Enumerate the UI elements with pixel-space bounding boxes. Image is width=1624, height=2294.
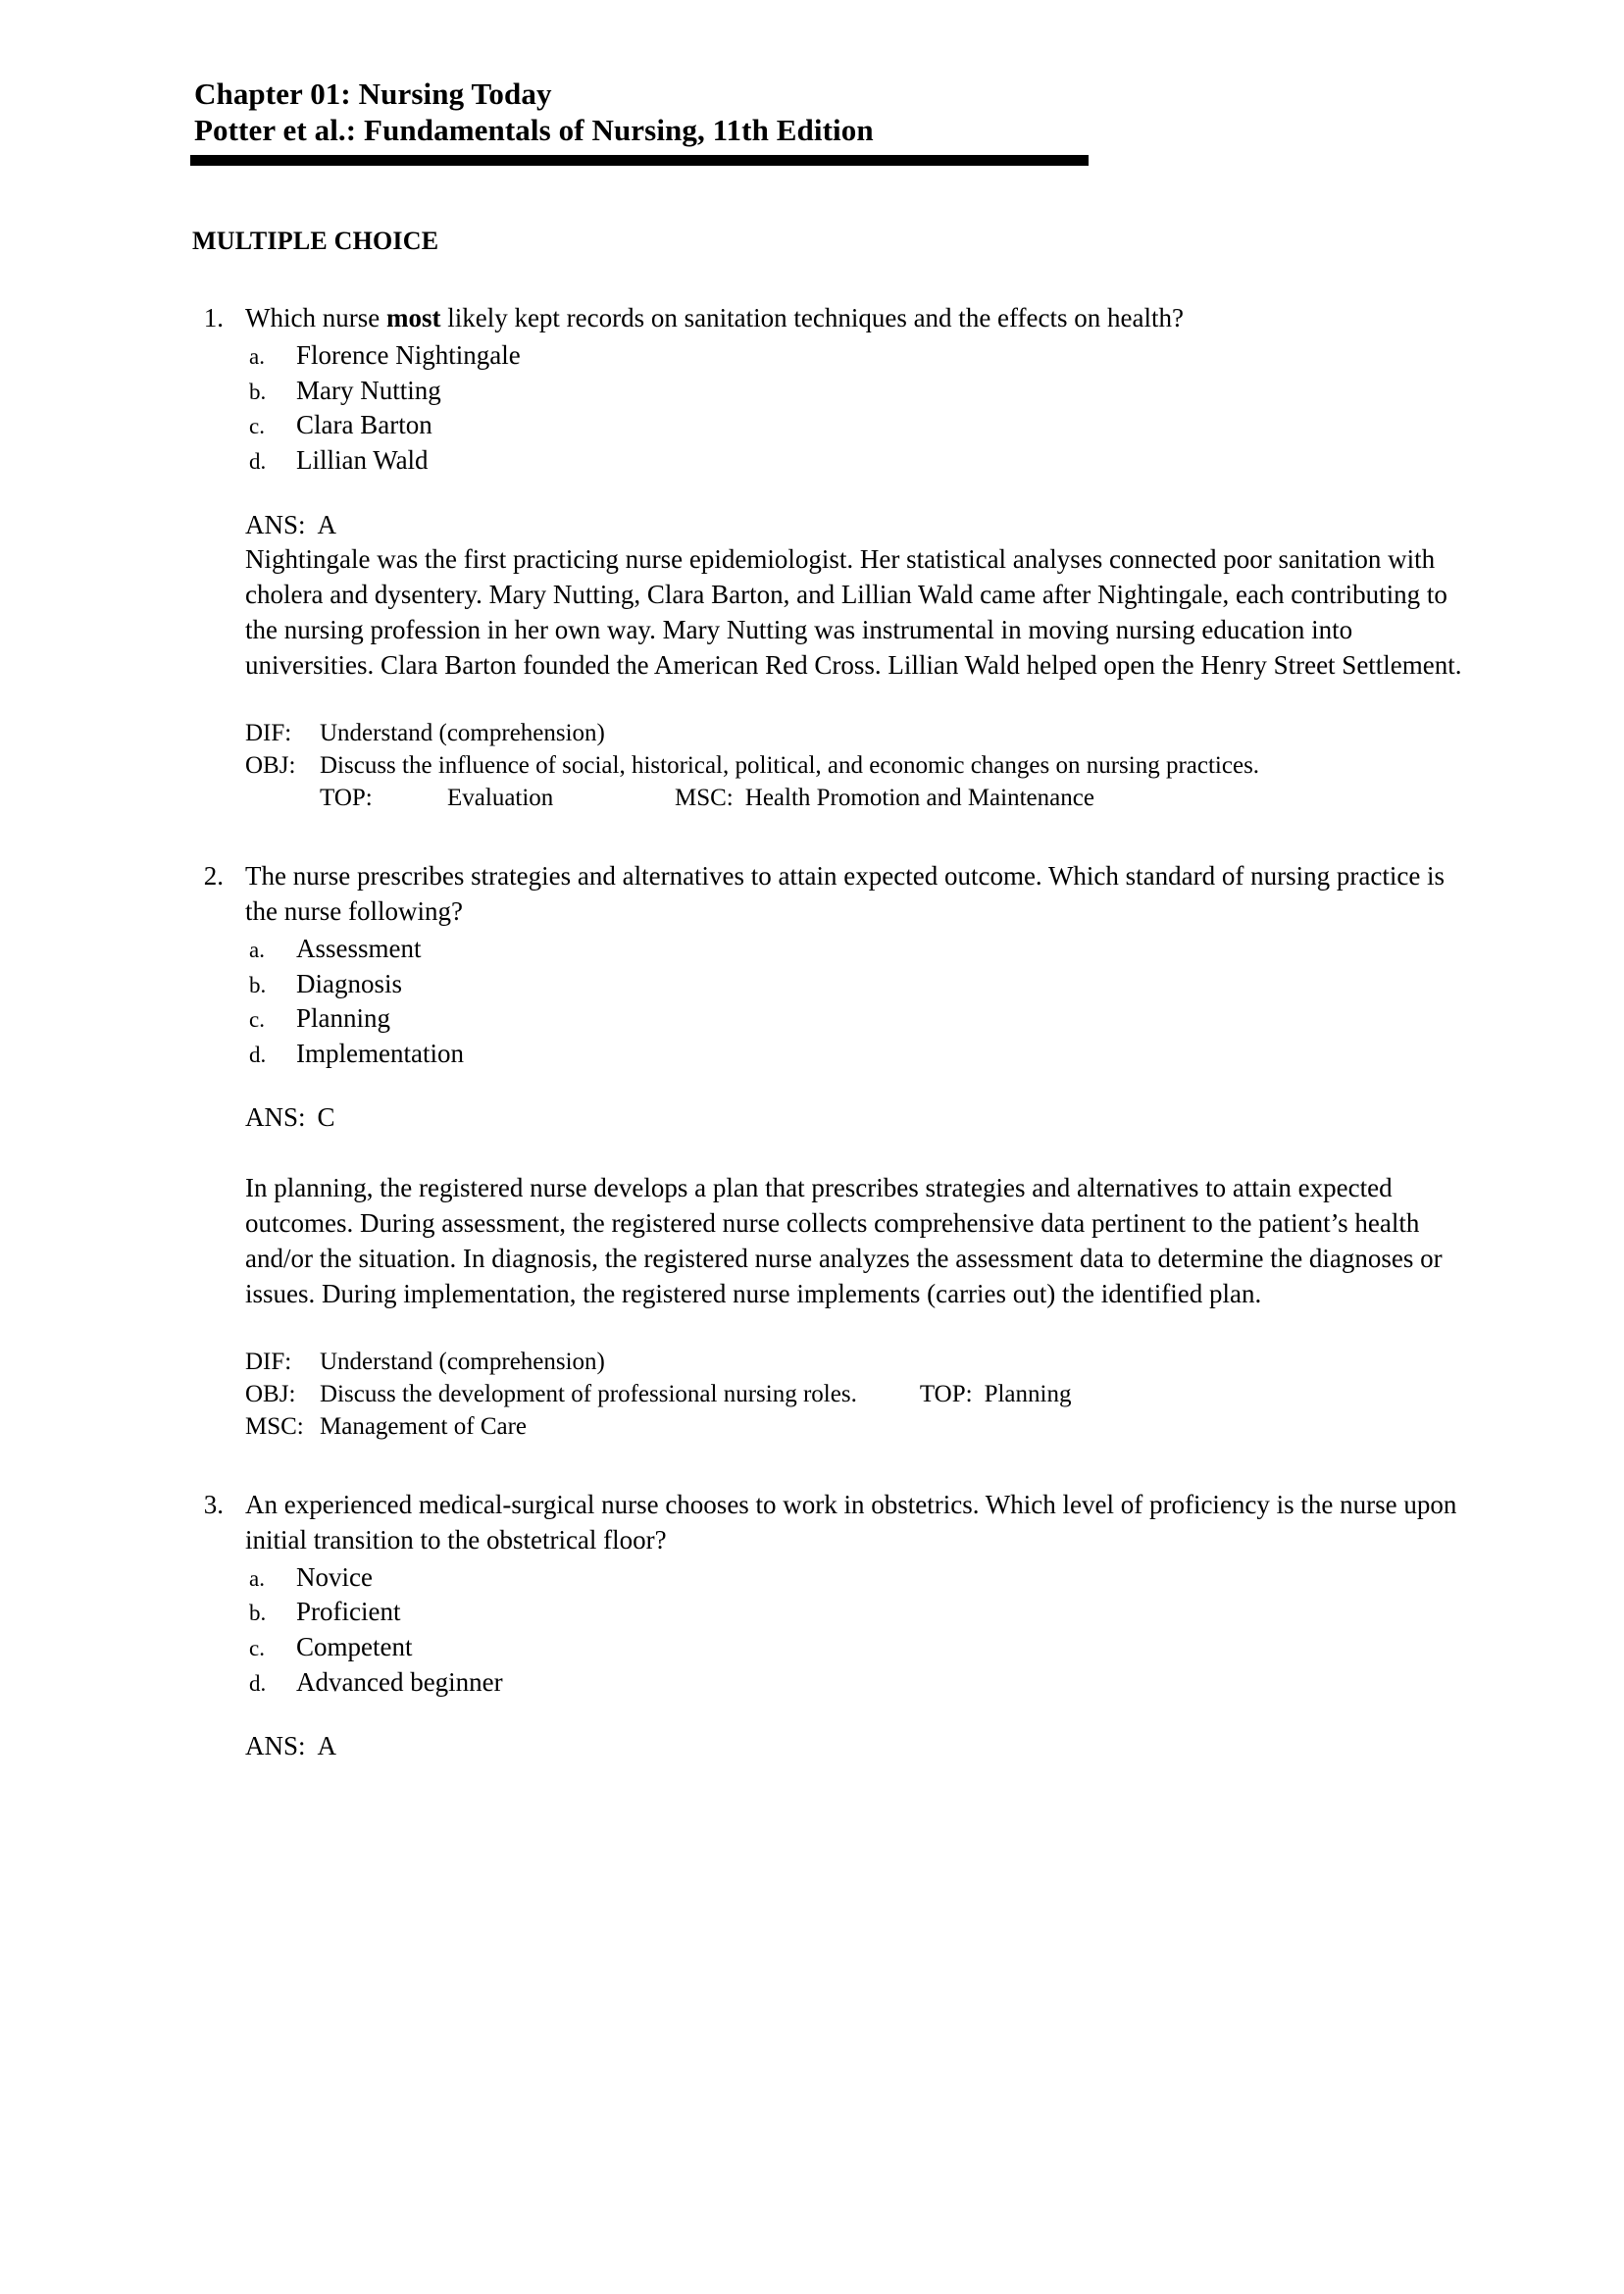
metadata-msc-key: MSC: — [675, 785, 734, 812]
option-letter: a. — [249, 344, 265, 370]
rationale-text: Nightingale was the first practicing nurse epidemiologist. Her statistical analyses connected poor sanitation with cholera and dysentery. Mary Nutting, Clara Barton, and Lillian Wald came after Nightingale, each contributing to the nursing profession in her own way. Mary Nutting was instrumental in moving nursing education into universities. Clara Barton founded the American Red Cross. Lillian Wald helped open the Henry Street Settlement. — [245, 544, 1462, 681]
metadata-obj-key: OBJ: — [245, 1380, 296, 1407]
option-label: Implementation — [296, 1038, 464, 1068]
option-label: Lillian Wald — [296, 444, 429, 475]
answer-key: A — [317, 509, 337, 539]
section-heading: MULTIPLE CHOICE — [192, 227, 439, 256]
question-number: 1. — [203, 303, 224, 333]
option-letter: b. — [249, 1601, 267, 1626]
option-item[interactable] — [245, 1001, 1508, 1037]
metadata-dif-key: DIF: — [245, 720, 292, 747]
option-label: Competent — [296, 1632, 413, 1661]
chapter-title: Chapter 01: Nursing Today — [194, 76, 552, 111]
metadata-obj-value: Discuss the influence of social, historical, political, and economic changes on nursing practices. — [320, 752, 1260, 780]
option-letter: b. — [249, 972, 267, 997]
option-list — [245, 338, 1508, 479]
question-stem-row — [194, 859, 1508, 930]
option-letter: a. — [249, 937, 265, 962]
answer-key: C — [317, 1102, 335, 1133]
option-label: Clara Barton — [296, 410, 432, 440]
metadata-msc-row — [245, 1410, 1508, 1443]
option-label: Advanced beginner — [296, 1666, 503, 1697]
option-list — [245, 1560, 1508, 1701]
question-number: 3. — [203, 1489, 224, 1519]
question-number: 2. — [203, 861, 224, 892]
metadata-obj-row — [245, 1378, 1508, 1410]
metadata-dif-key: DIF: — [245, 1348, 292, 1375]
question-block — [194, 301, 1508, 814]
metadata-top-msc-row — [245, 782, 1508, 814]
metadata-msc-value: Management of Care — [320, 1412, 528, 1440]
option-letter: c. — [249, 414, 265, 439]
metadata-msc-value: Health Promotion and Maintenance — [744, 785, 1094, 812]
answer-line — [245, 508, 1508, 543]
rationale-text: In planning, the registered nurse develops a plan that prescribes strategies and alternatives to attain expected outcomes. During assessment, the registered nurse collects comprehensive data pertinent to the patient’s health and/or the situation. In diagnosis, the registered nurse analyzes the assessment data to determine the diagnoses or issues. During implementation, the registered nurse implements (carries out) the identified plan. — [245, 1173, 1443, 1309]
option-letter: c. — [249, 1007, 265, 1033]
answer-prefix: ANS: — [245, 1102, 306, 1133]
question-block — [194, 1488, 1508, 1764]
metadata-dif-value: Understand (comprehension) — [320, 1348, 605, 1375]
metadata-dif-value: Understand (comprehension) — [320, 720, 605, 747]
option-item[interactable] — [245, 443, 1508, 479]
option-letter: d. — [249, 1042, 267, 1067]
option-item[interactable] — [245, 374, 1508, 409]
metadata-obj-key: OBJ: — [245, 752, 296, 780]
question-stem: An experienced medical-surgical nurse chooses to work in obstetrics. Which level of proficiency is the nurse upon initial transition to the obstetrical floor? — [245, 1489, 1457, 1555]
question-metadata — [245, 1346, 1508, 1443]
question-block — [194, 859, 1508, 1443]
header-divider — [190, 155, 1089, 166]
option-label: Diagnosis — [296, 968, 402, 998]
question-stem-row — [194, 301, 1508, 336]
option-list — [245, 932, 1508, 1072]
metadata-dif-row — [245, 717, 1508, 749]
option-item[interactable] — [245, 1560, 1508, 1596]
option-item[interactable] — [245, 1595, 1508, 1630]
option-item[interactable] — [245, 338, 1508, 374]
option-letter: b. — [249, 379, 267, 404]
book-title: Potter et al.: Fundamentals of Nursing, 11th Edition — [194, 112, 874, 147]
question-stem-part-2: likely kept records on sanitation techniques and the effects on health? — [440, 303, 1184, 333]
question-stem-part-1: Which nurse — [245, 303, 386, 333]
question-stem-emphasis: most — [385, 303, 441, 333]
question-stem: The nurse prescribes strategies and alternatives to attain expected outcome. Which standard of nursing practice is the nurse following? — [245, 861, 1446, 926]
question-stem — [245, 301, 1184, 336]
answer-prefix: ANS: — [245, 509, 306, 539]
metadata-obj-row — [245, 749, 1508, 782]
option-item[interactable] — [245, 967, 1508, 1002]
option-letter: d. — [249, 1670, 267, 1696]
option-item[interactable] — [245, 1037, 1508, 1072]
metadata-dif-row — [245, 1346, 1508, 1378]
answer-key: A — [317, 1731, 337, 1761]
option-label: Novice — [296, 1561, 373, 1592]
option-item[interactable] — [245, 1665, 1508, 1701]
answer-line — [245, 1729, 1508, 1764]
option-letter: d. — [249, 448, 267, 474]
answer-line — [245, 1100, 1508, 1136]
document-header — [194, 76, 1508, 148]
metadata-top-value: Planning — [984, 1380, 1072, 1407]
option-item[interactable] — [245, 932, 1508, 967]
metadata-msc-key: MSC: — [245, 1412, 304, 1440]
question-metadata — [245, 717, 1508, 814]
option-item[interactable] — [245, 1630, 1508, 1665]
option-item[interactable] — [245, 408, 1508, 443]
option-label: Mary Nutting — [296, 375, 441, 405]
option-label: Assessment — [296, 933, 422, 963]
metadata-top-key: TOP: — [919, 1380, 973, 1407]
metadata-top-key: TOP: — [320, 785, 373, 812]
option-label: Proficient — [296, 1597, 401, 1627]
option-label: Planning — [296, 1003, 391, 1034]
option-label: Florence Nightingale — [296, 340, 521, 371]
metadata-obj-value: Discuss the development of professional nursing roles. — [320, 1380, 857, 1407]
option-letter: a. — [249, 1565, 265, 1591]
option-letter: c. — [249, 1636, 265, 1660]
answer-prefix: ANS: — [245, 1731, 306, 1761]
metadata-top-value: Evaluation — [447, 785, 554, 812]
question-stem-row — [194, 1488, 1508, 1558]
